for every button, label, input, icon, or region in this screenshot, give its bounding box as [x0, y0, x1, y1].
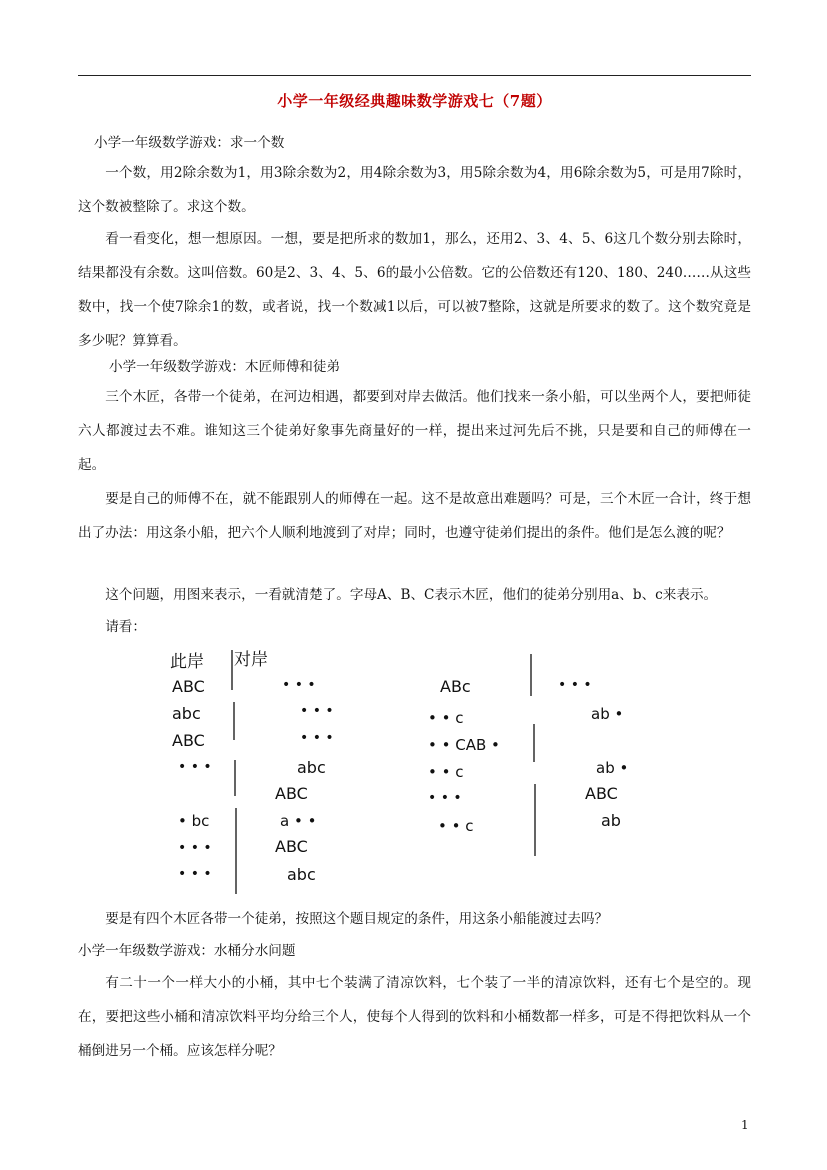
diagram-cell: abc — [297, 758, 326, 777]
diagram-cell: • • c — [428, 709, 464, 727]
section-heading-find-number: 小学一年级数学游戏：求一个数 — [94, 135, 285, 151]
paragraph: 要是自己的师傅不在，就不能跟别人的师傅在一起。这不是故意出难题吗？可是，三个木匠一合计，终于想出了办法：用这条小船，把六个人顺利地渡到了对岸；同时，也遵守徒弟们提出的条件。他们是怎么渡的呢？ — [78, 491, 751, 541]
diagram-cell: • • c — [428, 763, 464, 781]
diagram-cell: ABC — [275, 784, 308, 803]
diagram-cell: ABC — [172, 731, 205, 750]
diagram-cell: ABC — [585, 784, 618, 803]
paragraph: 三个木匠，各带一个徒弟，在河边相遇，都要到对岸去做活。他们找来一条小船，可以坐两个人，要把师徒六人都渡过去不难。谁知这三个徒弟好象事先商量好的一样，提出来过河先后不挑，只是要和自己的师傅在一起。 — [78, 389, 751, 473]
page-number: 1 — [741, 1118, 749, 1132]
diagram-cell: • • • — [282, 677, 316, 693]
document-title: 小学一年级经典趣味数学游戏七（7题） — [277, 92, 552, 110]
diagram-cell: • • • — [428, 790, 462, 806]
header-rule — [78, 75, 751, 76]
section-heading-carpenters: 小学一年级数学游戏：木匠师傅和徒弟 — [109, 359, 341, 375]
paragraph: 一个数，用2除余数为1，用3除余数为2，用4除余数为3，用5除余数为4，用6除余数为5，可是用7除时，这个数被整除了。求这个数。 — [78, 165, 751, 215]
diagram-cell: ab — [601, 811, 621, 830]
paragraph: 请看： — [105, 619, 146, 635]
header-this-bank: 此岸 — [170, 652, 204, 672]
diagram-cell: • • • — [300, 703, 334, 719]
diagram-cell: a • • — [280, 812, 317, 830]
diagram-cell: • • c — [438, 817, 474, 835]
diagram-cell: • • • — [178, 840, 212, 856]
diagram-cell: • bc — [178, 812, 210, 830]
paragraph: 有二十一个一样大小的小桶，其中七个装满了清凉饮料，七个装了一半的清凉饮料，还有七个是空的。现在，要把这些小桶和清凉饮料平均分给三个人，使每个人得到的饮料和小桶数都一样多，可是不得把饮料从一个桶倒进另一个桶。应该怎样分呢？ — [78, 975, 751, 1059]
diagram-cell: • • • — [178, 866, 212, 882]
diagram-cell: • • • — [300, 730, 334, 746]
diagram-cell: ab • — [596, 759, 629, 777]
river-crossing-diagram — [160, 642, 660, 902]
diagram-cell: • • • — [178, 759, 212, 775]
paragraph: 看一看变化，想一想原因。一想，要是把所求的数加1，那么，还用2、3、4、5、6这几个数分别去除时，结果都没有余数。这叫倍数。60是2、3、4、5、6的最小公倍数。它的公倍数还有120、180、240……从这些数中，找一个使7除余1的数，或者说，找一个数减1以后，可以被7整除，这就是所要求的数了。这个数究竟是多少呢？算算看。 — [78, 231, 751, 349]
diagram-cell: • • • — [558, 677, 592, 693]
header-other-bank: 对岸 — [234, 650, 268, 670]
diagram-cell: • • CAB • — [428, 736, 500, 754]
diagram-cell: ABc — [440, 677, 471, 696]
paragraph: 这个问题，用图来表示，一看就清楚了。字母A、B、C表示木匠，他们的徒弟分别用a、b、c来表示。 — [105, 587, 718, 603]
diagram-cell: ABC — [172, 677, 205, 696]
diagram-cell: abc — [287, 865, 316, 884]
diagram-cell: ABC — [275, 837, 308, 856]
diagram-cell: ab • — [591, 705, 624, 723]
section-heading-water-buckets: 小学一年级数学游戏：水桶分水问题 — [78, 943, 296, 959]
diagram-cell: abc — [172, 704, 201, 723]
paragraph: 要是有四个木匠各带一个徒弟，按照这个题目规定的条件，用这条小船能渡过去吗？ — [105, 911, 609, 927]
